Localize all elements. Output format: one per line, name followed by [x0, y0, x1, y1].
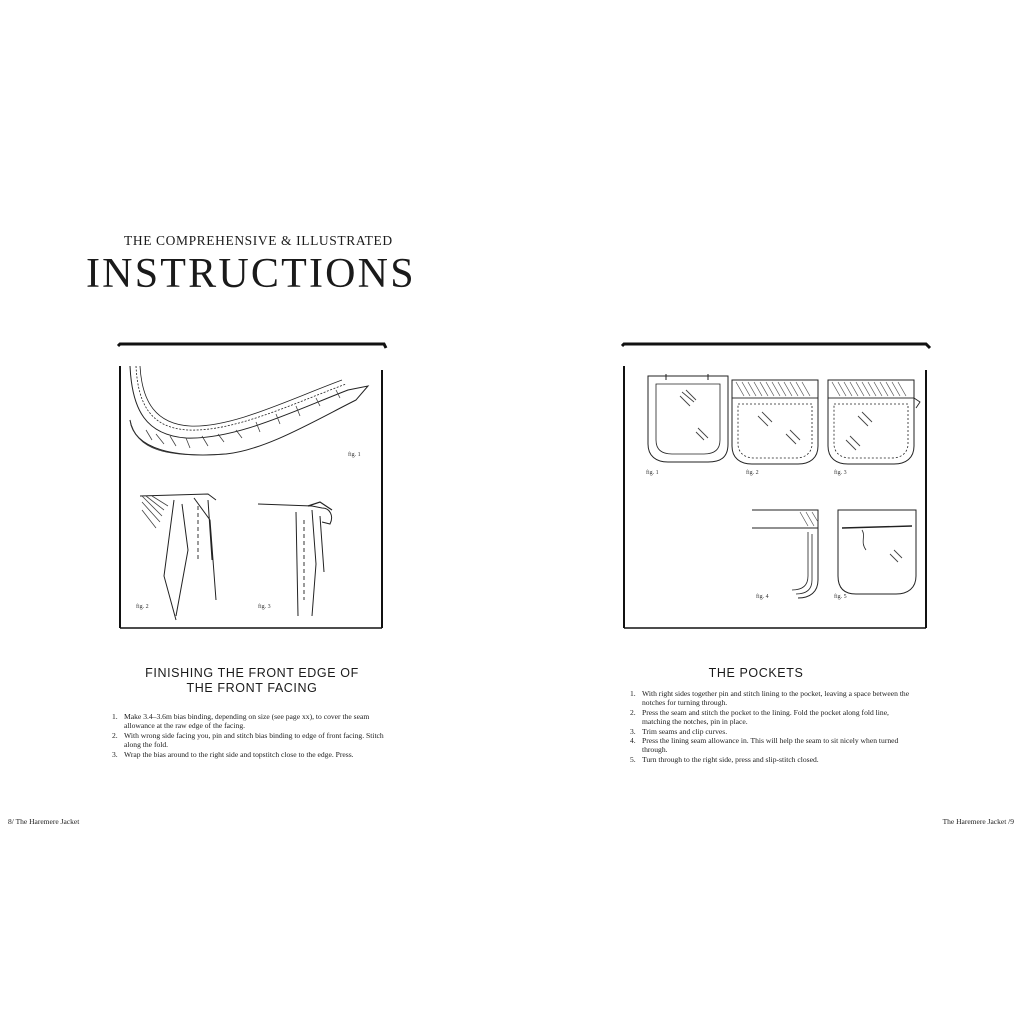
pocket-fig-4-label: fig. 4 — [756, 594, 769, 600]
fig-2-label: fig. 2 — [136, 604, 149, 610]
list-item — [625, 689, 915, 708]
step-number: 2. — [112, 730, 118, 740]
front-facing-title-line-2: THE FRONT FACING — [186, 681, 318, 695]
front-facing-steps — [107, 712, 395, 759]
header-kicker: THE COMPREHENSIVE & ILLUSTRATED — [124, 233, 393, 248]
step-text: Make 3.4–3.6m bias binding, depending on size (see page xx), to cover the seam allowance at the raw edge of the facing. — [124, 712, 370, 731]
pocket-fig-5-label: fig. 5 — [834, 594, 847, 600]
step-text: Press the lining seam allowance in. This will help the seam to sit nicely when turned through. — [642, 736, 899, 755]
step-text: Wrap the bias around to the right side and topstitch close to the edge. Press. — [124, 749, 354, 759]
step-number: 2. — [630, 707, 636, 717]
list-item — [625, 708, 915, 727]
step-number: 1. — [630, 689, 636, 698]
right-page — [512, 0, 1024, 1024]
list-item — [625, 727, 915, 736]
pocket-fig-3-label: fig. 3 — [834, 470, 847, 476]
list-item — [107, 712, 395, 731]
pockets-figures — [620, 340, 932, 630]
list-item — [107, 731, 395, 750]
step-number: 1. — [112, 712, 118, 721]
list-item — [625, 736, 915, 755]
front-facing-section-title — [136, 666, 368, 696]
step-text: Press the seam and stitch the pocket to the lining. Fold the pocket along fold line, matching the notches, pin in place. — [642, 707, 889, 727]
front-facing-title-line-1: FINISHING THE FRONT EDGE OF — [145, 666, 359, 680]
step-number: 5. — [630, 754, 636, 764]
step-text: With wrong side facing you, pin and stitch bias binding to edge of front facing. Stitch along the fold. — [124, 730, 384, 750]
page-title: INSTRUCTIONS — [86, 251, 416, 297]
pocket-fig-1-label: fig. 1 — [646, 470, 659, 476]
pocket-fig-2-label: fig. 2 — [746, 470, 759, 476]
step-number: 4. — [630, 736, 636, 746]
right-folio: The Haremere Jacket /9 — [942, 817, 1014, 826]
list-item — [107, 750, 395, 759]
front-facing-illustration — [116, 340, 388, 630]
pockets-steps — [625, 689, 915, 764]
step-text: Trim seams and clip curves. — [642, 726, 728, 736]
step-number: 3. — [630, 726, 636, 736]
step-text: Turn through to the right side, press and slip-stitch closed. — [642, 754, 819, 764]
list-item — [625, 755, 915, 764]
left-folio: 8/ The Haremere Jacket — [8, 817, 80, 826]
fig-1-label: fig. 1 — [348, 452, 361, 458]
pockets-illustration — [620, 340, 932, 630]
step-text: With right sides together pin and stitch lining to the pocket, leaving a space between the notches for turning through. — [642, 689, 910, 708]
front-facing-figures — [116, 340, 388, 630]
fig-3-label: fig. 3 — [258, 604, 271, 610]
pockets-section-title: THE POCKETS — [708, 666, 804, 680]
step-number: 3. — [112, 749, 118, 759]
